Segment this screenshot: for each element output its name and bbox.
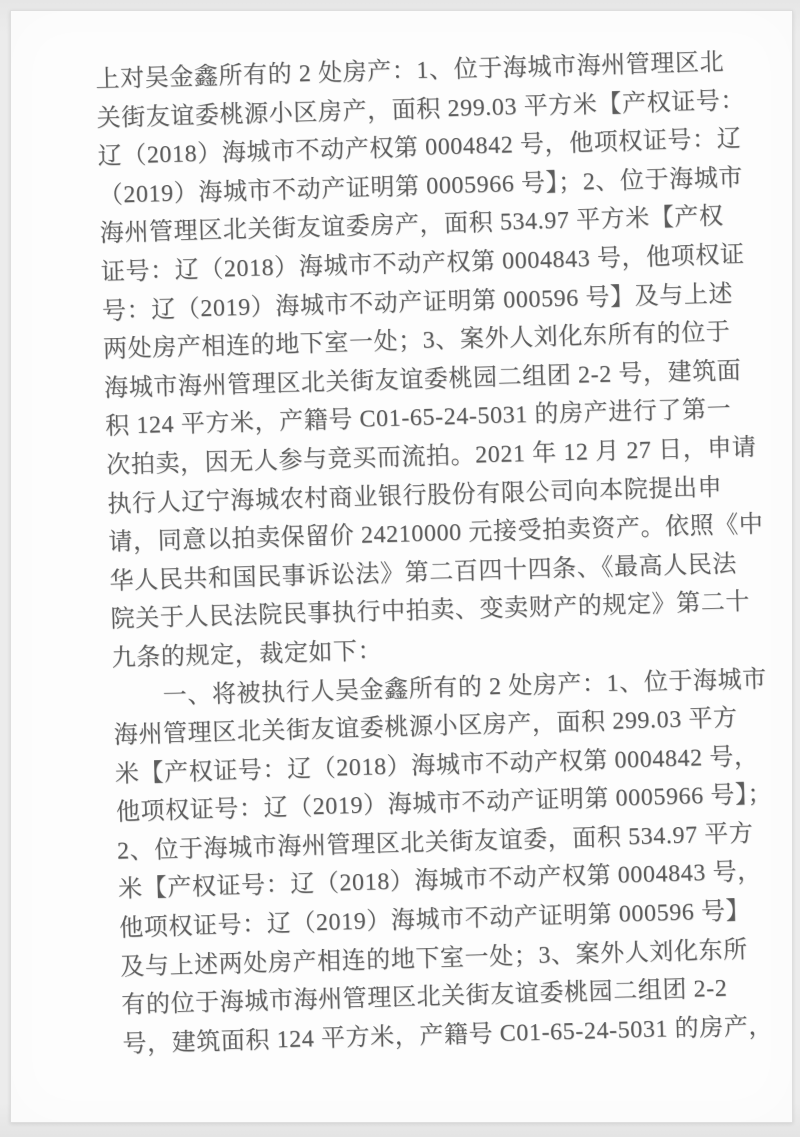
document-line: 及与上述两处房产相连的地下室一处；3、案外人刘化东所	[119, 936, 749, 981]
document-line: 华人民共和国民事诉讼法》第二百四十四条、《最高人民法	[109, 550, 738, 595]
document-line: 他项权证号：辽（2019）海城市不动产证明第 0005966 号】；	[115, 781, 773, 826]
document-line: 次拍卖，因无人参与竞买而流拍。2021 年 12 月 27 日，申请	[105, 434, 757, 479]
document-line-paragraph-start: 一、将被执行人吴金鑫所有的 2 处房产：1、位于海城市	[162, 665, 768, 709]
document-page	[10, 10, 793, 1123]
document-line: 米【产权证号：辽（2018）海城市不动产权第 0004843 号，	[117, 859, 763, 904]
document-line: 海城市海州管理区北关街友谊委桃园二组团 2-2 号，建筑面	[103, 357, 742, 402]
document-line: 积 124 平方米，产籍号 C01-65-24-5031 的房产进行了第一	[104, 396, 732, 441]
document-text-block	[95, 42, 788, 1064]
document-line: （2019）海城市不动产证明第 0005966 号】；2、位于海城市	[98, 164, 744, 209]
document-line: 两处房产相连的地下室一处；3、案外人刘化东所有的位于	[102, 319, 731, 364]
document-line: 请，同意以拍卖保留价 24210000 元接受拍卖资产。依照《中	[108, 511, 764, 556]
document-line: 关街友谊委桃源小区房产，面积 299.03 平方米【产权证号：	[96, 87, 746, 132]
document-line: 海州管理区北关街友谊委桃源小区房产，面积 299.03 平方	[113, 705, 738, 749]
document-line: 证号：辽（2018）海城市不动产权第 0004843 号，他项权证	[100, 241, 745, 286]
document-line: 2、位于海城市海州管理区北关街友谊委，面积 534.97 平方	[116, 820, 754, 865]
document-line: 九条的规定，裁定如下：	[111, 638, 383, 672]
document-line: 执行人辽宁海城农村商业银行股份有限公司向本院提出申	[107, 474, 723, 518]
document-line: 米【产权证号：辽（2018）海城市不动产权第 0004842 号，	[114, 743, 759, 788]
document-line: 他项权证号：辽（2019）海城市不动产证明第 000596 号】	[118, 898, 751, 942]
document-line: 有的位于海城市海州管理区北关街友谊委桃园二组团 2-2	[121, 975, 728, 1019]
document-line: 辽（2018）海城市不动产权第 0004842 号，他项权证号：辽	[97, 126, 742, 171]
document-line: 号，建筑面积 124 平方米，产籍号 C01-65-24-5031 的房产，	[122, 1013, 774, 1058]
document-line: 上对吴金鑫所有的 2 处房产：1、位于海城市海州管理区北	[95, 49, 725, 93]
document-line: 海州管理区北关街友谊委房产，面积 534.97 平方米【产权	[99, 203, 724, 248]
document-line: 号：辽（2019）海城市不动产证明第 000596 号】及与上述	[101, 280, 734, 325]
document-line: 院关于人民法院民事执行中拍卖、变卖财产的规定》第二十	[110, 589, 751, 634]
